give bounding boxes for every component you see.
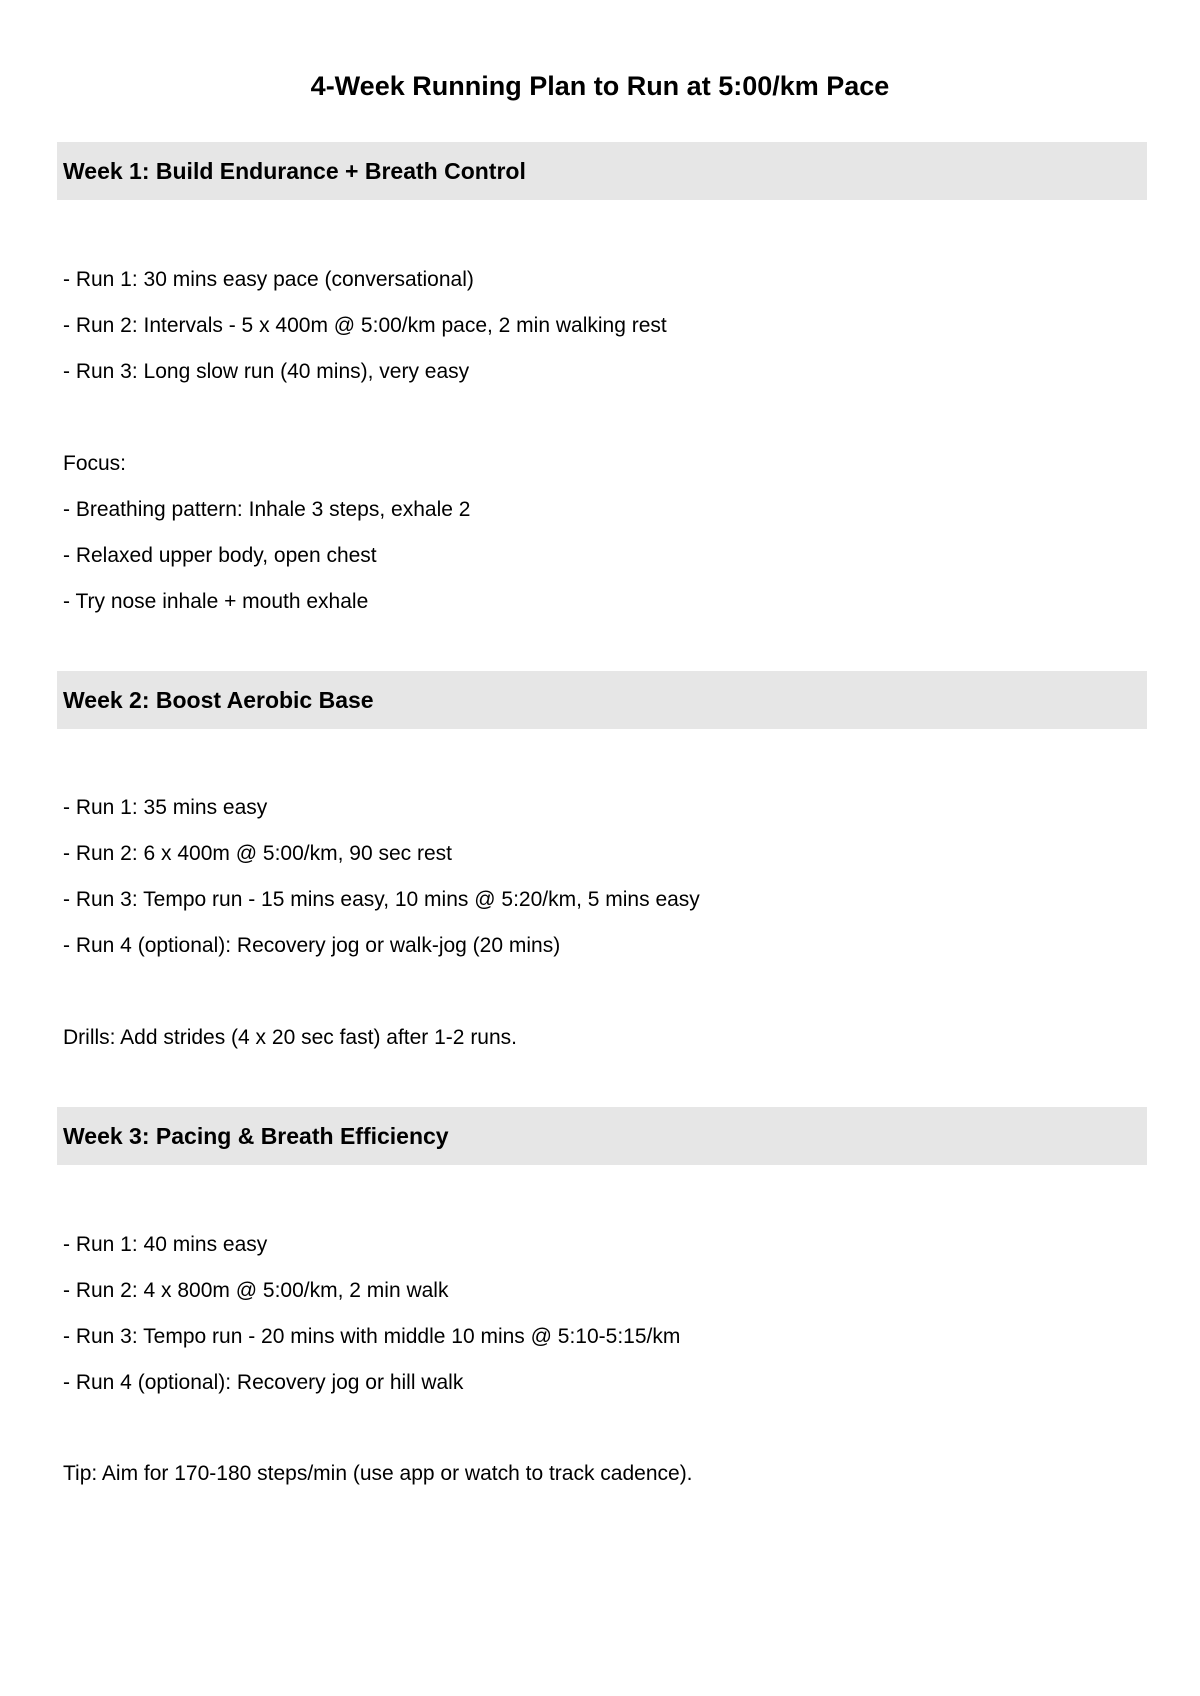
week-1-header: Week 1: Build Endurance + Breath Control (57, 142, 1147, 200)
week-1-focus-label: Focus: (63, 452, 127, 475)
week-1-run-2: - Run 2: Intervals - 5 x 400m @ 5:00/km pace, 2 min walking rest (63, 314, 667, 337)
week-1-focus-item-1: - Breathing pattern: Inhale 3 steps, exhale 2 (63, 498, 471, 521)
week-3-run-2: - Run 2: 4 x 800m @ 5:00/km, 2 min walk (63, 1279, 449, 1302)
week-3-run-1: - Run 1: 40 mins easy (63, 1233, 268, 1256)
week-2-run-1: - Run 1: 35 mins easy (63, 796, 268, 819)
week-3-run-4: - Run 4 (optional): Recovery jog or hill walk (63, 1371, 464, 1394)
week-2-header: Week 2: Boost Aerobic Base (57, 671, 1147, 729)
week-2-drills-note: Drills: Add strides (4 x 20 sec fast) after 1-2 runs. (63, 1026, 518, 1049)
week-1-run-1: - Run 1: 30 mins easy pace (conversational) (63, 268, 474, 291)
week-1-focus-item-2: - Relaxed upper body, open chest (63, 544, 377, 567)
page-title: 4-Week Running Plan to Run at 5:00/km Pace (310, 71, 890, 101)
week-1-focus-item-3: - Try nose inhale + mouth exhale (63, 590, 369, 613)
week-2-run-4: - Run 4 (optional): Recovery jog or walk-jog (20 mins) (63, 934, 561, 957)
week-3-run-3: - Run 3: Tempo run - 20 mins with middle 10 mins @ 5:10-5:15/km (63, 1325, 681, 1348)
week-3-header: Week 3: Pacing & Breath Efficiency (57, 1107, 1147, 1165)
week-2-run-3: - Run 3: Tempo run - 15 mins easy, 10 mins @ 5:20/km, 5 mins easy (63, 888, 700, 911)
week-2-run-2: - Run 2: 6 x 400m @ 5:00/km, 90 sec rest (63, 842, 452, 865)
week-1-run-3: - Run 3: Long slow run (40 mins), very easy (63, 360, 470, 383)
week-3-tip-note: Tip: Aim for 170-180 steps/min (use app or watch to track cadence). (63, 1462, 693, 1485)
